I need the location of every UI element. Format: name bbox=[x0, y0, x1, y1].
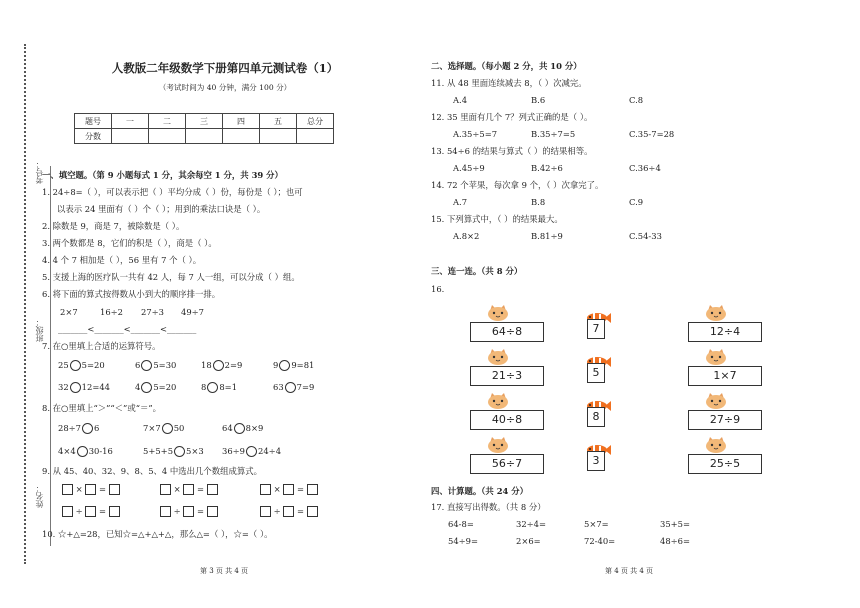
question-1a: 1. 24÷8=（ ），可以表示把（ ）平均分成（ ）份，每份是（ ）；也可 bbox=[42, 187, 303, 197]
question-3: 3. 两个数都是 8，它们的积是（ ），商是（ ）。 bbox=[42, 238, 217, 248]
match-left-card[interactable]: 40÷8 bbox=[470, 410, 544, 430]
section-2-heading: 二、选择题。（每小题 2 分，共 10 分） bbox=[431, 61, 582, 71]
score-cell: 二 bbox=[149, 114, 186, 129]
cat-icon bbox=[705, 393, 727, 409]
q6-answer-blanks[interactable]: _______<_______<_______<_______ bbox=[58, 324, 197, 334]
question-10: 10. ☆+△=28，已知☆=△+△+△，那么△=（ ），☆=（ ）。 bbox=[42, 529, 273, 539]
calc-item: 72-40= bbox=[584, 536, 616, 546]
operator-circle[interactable] bbox=[141, 382, 152, 393]
question-2: 2. 除数是 9，商是 7，被除数是（ ）。 bbox=[42, 221, 185, 231]
q8-item: 4×4 30-16 bbox=[58, 446, 113, 456]
option-b[interactable]: B.6 bbox=[531, 95, 546, 105]
q9-equation: ÷ = bbox=[160, 506, 218, 517]
q9-equation: × = bbox=[62, 484, 120, 495]
match-right-card[interactable]: 1×7 bbox=[688, 366, 762, 386]
answer-box[interactable] bbox=[183, 506, 194, 517]
answer-box[interactable] bbox=[283, 506, 294, 517]
question-15: 15. 下列算式中，（ ）的结果最大。 bbox=[431, 214, 563, 224]
q8-item: 28÷7 6 bbox=[58, 423, 100, 433]
option-c[interactable]: C.8 bbox=[629, 95, 644, 105]
cat-icon bbox=[487, 437, 509, 453]
q6-expr: 49÷7 bbox=[181, 307, 205, 317]
option-c[interactable]: C.54-33 bbox=[629, 231, 662, 241]
question-6: 6. 将下面的算式按得数从小到大的顺序排一排。 bbox=[42, 289, 221, 299]
operator-circle[interactable] bbox=[141, 360, 152, 371]
score-cell: 五 bbox=[260, 114, 297, 129]
answer-box[interactable] bbox=[207, 506, 218, 517]
question-1b: 以表示 24 里面有（ ）个（ ）；用到的乘法口诀是（ ）。 bbox=[57, 204, 266, 214]
answer-box[interactable] bbox=[62, 506, 73, 517]
score-input-cell[interactable] bbox=[297, 129, 334, 144]
page-footer-right: 第 4 页 共 4 页 bbox=[605, 567, 654, 575]
answer-box[interactable] bbox=[260, 484, 271, 495]
option-a[interactable]: A.45÷9 bbox=[453, 163, 485, 173]
q6-expr: 16÷2 bbox=[100, 307, 124, 317]
calc-item: 2×6= bbox=[516, 536, 541, 546]
match-middle-card[interactable]: 7 bbox=[587, 319, 605, 339]
answer-box[interactable] bbox=[183, 484, 194, 495]
page-footer-left: 第 3 页 共 4 页 bbox=[200, 567, 249, 575]
score-cell: 题号 bbox=[75, 114, 112, 129]
score-input-cell[interactable] bbox=[223, 129, 260, 144]
answer-box[interactable] bbox=[260, 506, 271, 517]
question-4: 4. 4 个 7 相加是（ ），56 里有 7 个（ ）。 bbox=[42, 255, 202, 265]
question-5: 5. 支援上海的医疗队一共有 42 人，每 7 人一组，可以分成（ ）组。 bbox=[42, 272, 300, 282]
q7-item: 18 2=9 bbox=[201, 360, 243, 370]
score-input-cell[interactable] bbox=[149, 129, 186, 144]
q9-equation: ÷ = bbox=[260, 506, 318, 517]
score-input-cell[interactable] bbox=[260, 129, 297, 144]
calc-item: 54÷9= bbox=[448, 536, 479, 546]
kaohao-label: 考号： bbox=[35, 160, 44, 184]
score-table-header-row bbox=[75, 114, 334, 129]
score-table bbox=[74, 113, 334, 144]
score-cell: 四 bbox=[223, 114, 260, 129]
answer-box[interactable] bbox=[85, 484, 96, 495]
compare-circle[interactable] bbox=[77, 446, 88, 457]
exam-subtitle: （考试时间为 40 分钟，满分 100 分） bbox=[158, 83, 292, 92]
q8-item: 64 8×9 bbox=[222, 423, 264, 433]
q7-item: 9 9=81 bbox=[273, 360, 315, 370]
answer-box[interactable] bbox=[62, 484, 73, 495]
question-9: 9. 从 45、40、32、9、8、5、4 中选出几个数组成算式。 bbox=[42, 466, 263, 476]
compare-circle[interactable] bbox=[162, 423, 173, 434]
compare-circle[interactable] bbox=[82, 423, 93, 434]
question-12: 12. 35 里面有几个 7？列式正确的是（ ）。 bbox=[431, 112, 593, 122]
option-c[interactable]: C.36÷4 bbox=[629, 163, 661, 173]
question-13: 13. 54÷6 的结果与算式（ ）的结果相等。 bbox=[431, 146, 593, 156]
option-b[interactable]: B.35÷7=5 bbox=[531, 129, 576, 139]
compare-circle[interactable] bbox=[174, 446, 185, 457]
answer-box[interactable] bbox=[207, 484, 218, 495]
q7-item: 6 5=30 bbox=[135, 360, 177, 370]
question-7: 7. 在○里填上合适的运算符号。 bbox=[42, 341, 161, 351]
compare-circle[interactable] bbox=[234, 423, 245, 434]
match-right-card[interactable]: 12÷4 bbox=[688, 322, 762, 342]
q8-item: 36÷9 24÷4 bbox=[222, 446, 282, 456]
calc-item: 48÷6= bbox=[660, 536, 691, 546]
q7-item: 63 7=9 bbox=[273, 382, 315, 392]
cat-icon bbox=[705, 305, 727, 321]
option-c[interactable]: C.9 bbox=[629, 197, 644, 207]
banji-label: 班级： bbox=[35, 318, 44, 342]
match-middle-card[interactable]: 5 bbox=[587, 363, 605, 383]
question-14: 14. 72 个苹果，每次拿 9 个，（ ）次拿完了。 bbox=[431, 180, 604, 190]
calc-item: 64-8= bbox=[448, 519, 474, 529]
operator-circle[interactable] bbox=[213, 360, 224, 371]
q6-expr: 2×7 bbox=[60, 307, 78, 317]
q8-item: 7×7 50 bbox=[143, 423, 185, 433]
match-left-card[interactable]: 56÷7 bbox=[470, 454, 544, 474]
option-a[interactable]: A.35÷5=7 bbox=[453, 129, 498, 139]
section-1-heading: 一、填空题。（第 9 小题每式 1 分，其余每空 1 分，共 39 分） bbox=[42, 170, 283, 180]
question-11: 11. 从 48 里面连续减去 8，（ ）次减完。 bbox=[431, 78, 587, 88]
match-right-card[interactable]: 25÷5 bbox=[688, 454, 762, 474]
q6-expr: 27÷3 bbox=[141, 307, 165, 317]
match-middle-card[interactable]: 8 bbox=[587, 407, 605, 427]
score-input-cell[interactable] bbox=[112, 129, 149, 144]
section-3-heading: 三、连一连。（共 8 分） bbox=[431, 266, 523, 276]
q9-equation: ÷ = bbox=[62, 506, 120, 517]
xingming-label: 姓名： bbox=[35, 484, 44, 508]
operator-circle[interactable] bbox=[285, 382, 296, 393]
question-8: 8. 在○里填上“＞”“＜”或“＝”。 bbox=[42, 403, 162, 413]
option-a[interactable]: A.8×2 bbox=[453, 231, 480, 241]
cat-icon bbox=[487, 349, 509, 365]
answer-box[interactable] bbox=[283, 484, 294, 495]
cat-icon bbox=[487, 305, 509, 321]
score-cell: 三 bbox=[186, 114, 223, 129]
operator-circle[interactable] bbox=[70, 360, 81, 371]
question-16: 16. bbox=[431, 284, 445, 294]
answer-box[interactable] bbox=[307, 484, 318, 495]
answer-box[interactable] bbox=[109, 506, 120, 517]
score-table-value-row bbox=[75, 129, 334, 144]
q8-item: 5+5+5 5×3 bbox=[143, 446, 204, 456]
option-c[interactable]: C.35-7=28 bbox=[629, 129, 675, 139]
option-a[interactable]: A.7 bbox=[453, 197, 468, 207]
compare-circle[interactable] bbox=[246, 446, 257, 457]
operator-circle[interactable] bbox=[279, 360, 290, 371]
match-left-card[interactable]: 64÷8 bbox=[470, 322, 544, 342]
operator-circle[interactable] bbox=[70, 382, 81, 393]
cat-icon bbox=[487, 393, 509, 409]
q9-equation: × = bbox=[160, 484, 218, 495]
q7-item: 4 5=20 bbox=[135, 382, 177, 392]
answer-box[interactable] bbox=[160, 506, 171, 517]
score-input-cell[interactable] bbox=[186, 129, 223, 144]
option-a[interactable]: A.4 bbox=[453, 95, 468, 105]
match-middle-card[interactable]: 3 bbox=[587, 451, 605, 471]
score-cell: 总分 bbox=[297, 114, 334, 129]
calc-item: 35+5= bbox=[660, 519, 691, 529]
operator-circle[interactable] bbox=[207, 382, 218, 393]
q7-item: 25 5=20 bbox=[58, 360, 105, 370]
section-4-heading: 四、计算题。（共 24 分） bbox=[431, 486, 529, 496]
answer-box[interactable] bbox=[307, 506, 318, 517]
answer-box[interactable] bbox=[85, 506, 96, 517]
binding-dotted-line bbox=[24, 44, 26, 564]
calc-item: 32÷4= bbox=[516, 519, 547, 529]
q9-equation: × = bbox=[260, 484, 318, 495]
score-cell: 一 bbox=[112, 114, 149, 129]
q7-item: 8 8=1 bbox=[201, 382, 238, 392]
cat-icon bbox=[705, 349, 727, 365]
match-left-card[interactable]: 21÷3 bbox=[470, 366, 544, 386]
calc-item: 5×7= bbox=[584, 519, 609, 529]
question-17: 17. 直接写出得数。（共 8 分） bbox=[431, 502, 546, 512]
score-cell: 分数 bbox=[75, 129, 112, 144]
option-b[interactable]: B.8 bbox=[531, 197, 546, 207]
cat-icon bbox=[705, 437, 727, 453]
match-right-card[interactable]: 27÷9 bbox=[688, 410, 762, 430]
answer-box[interactable] bbox=[160, 484, 171, 495]
answer-box[interactable] bbox=[109, 484, 120, 495]
page-title: 人教版二年级数学下册第四单元测试卷（1） bbox=[111, 61, 339, 75]
q7-item: 32 12=44 bbox=[58, 382, 111, 392]
option-b[interactable]: B.81÷9 bbox=[531, 231, 563, 241]
option-b[interactable]: B.42÷6 bbox=[531, 163, 563, 173]
